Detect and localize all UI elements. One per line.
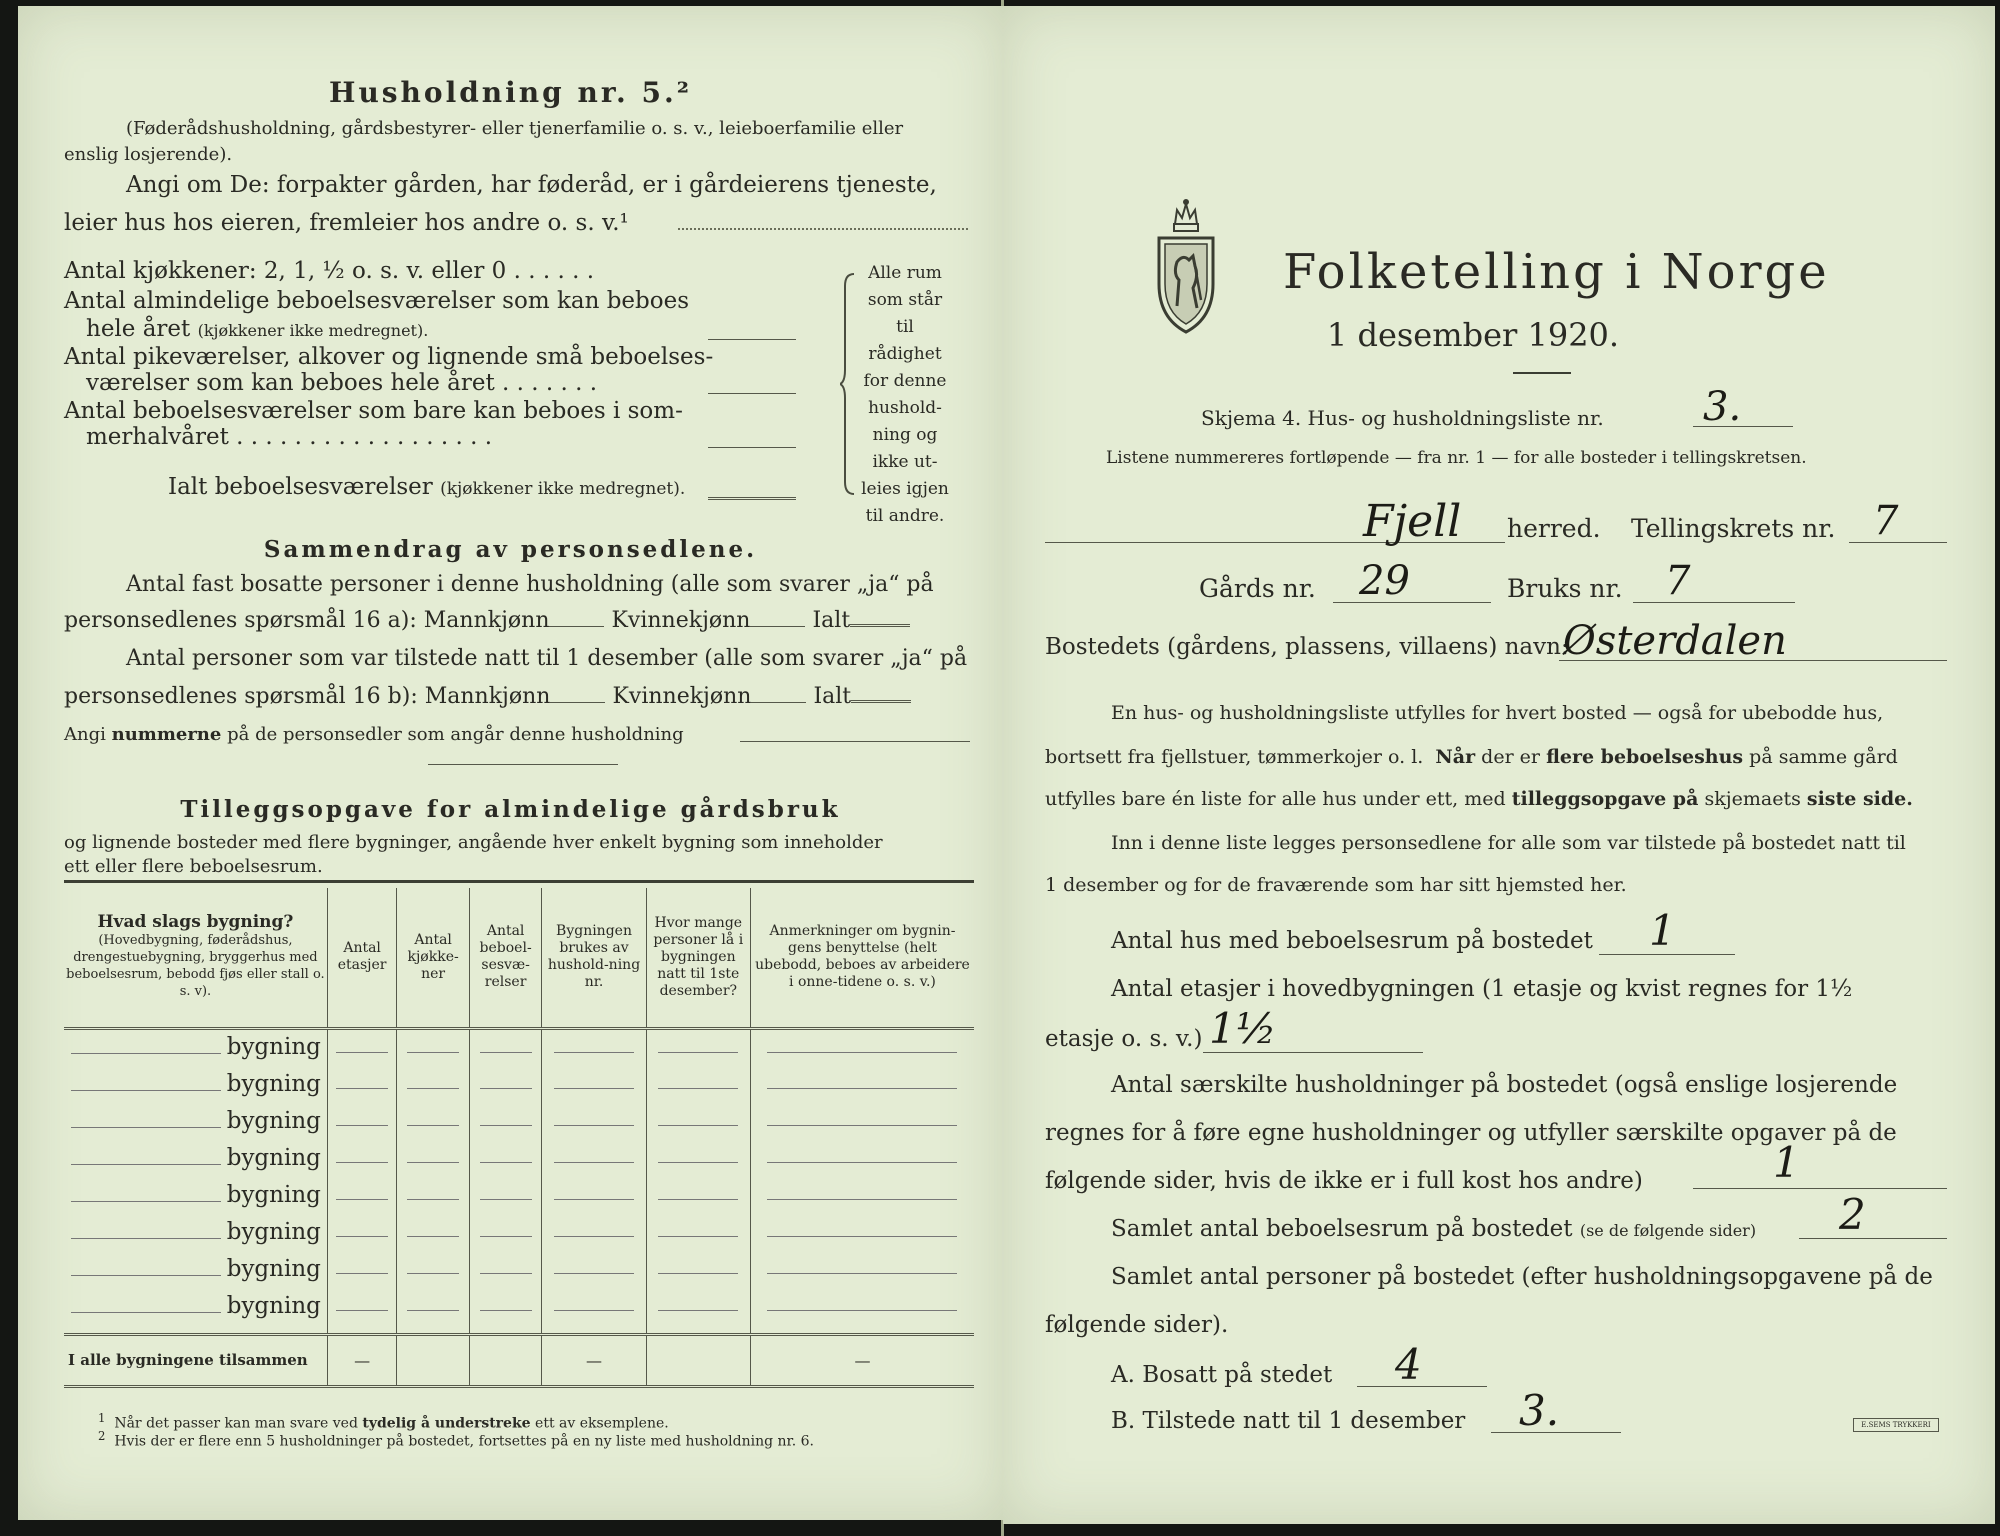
row-label: bygning [226, 1292, 321, 1319]
bruks-label: Bruks nr. [1507, 574, 1623, 603]
total-cell: — [542, 1334, 646, 1386]
herred-value: Fjell [1363, 496, 1462, 547]
row-label: bygning [226, 1144, 321, 1171]
total-cell: — [327, 1334, 397, 1386]
gards-line [1333, 602, 1491, 603]
tellingskrets-value: 7 [1873, 498, 1899, 544]
hus-label: Antal hus med beboelsesrum på bostedet [1111, 928, 1593, 954]
saerskilte-line [1693, 1188, 1947, 1189]
angi-nummerne-line [740, 741, 970, 742]
summary-p1-2: personsedlenes spørsmål 16 a): Mannkjønn Kvinnekjønn Ialt [64, 608, 910, 633]
right-page [1003, 6, 1995, 1524]
total-row [64, 1334, 974, 1386]
brace-icon [840, 272, 858, 496]
etasjer-value: 1½ [1209, 1004, 1277, 1053]
sommer-label-1: Antal beboelsesværelser som bare kan beboes i som- [64, 398, 683, 424]
bruks-value: 7 [1665, 558, 1691, 604]
building-table [64, 888, 974, 1388]
gards-value: 29 [1359, 558, 1410, 604]
table-top-rule [64, 880, 974, 883]
skjema-nr-value: 3. [1703, 384, 1742, 430]
summary-title: Sammendrag av personsedlene. [263, 536, 758, 563]
left-page [18, 6, 1003, 1520]
etasjer-line2: etasje o. s. v.) [1045, 1026, 1203, 1052]
total-label: I alle bygningene tilsammen [68, 1351, 308, 1369]
saerskilte-line3: følgende sider, hvis de ikke er i full kost hos andre) [1045, 1168, 1643, 1194]
table-row [64, 1028, 974, 1065]
table-row [64, 1102, 974, 1139]
household-intro-2: enslig losjerende). [64, 144, 233, 165]
census-date: 1 desember 1920. [1326, 316, 1620, 354]
printer-stamp: E.SEMS TRYKKERI [1853, 1418, 1939, 1432]
tellingskrets-label: Tellingskrets nr. [1631, 514, 1836, 543]
total-cell [469, 1334, 542, 1386]
summary-p2-1: Antal personer som var tilstede natt til 1 desember (alle som svarer „ja“ på [126, 646, 968, 671]
header-etasjer: Antal etasjer [327, 888, 397, 1028]
tilstede-label: B. Tilstede natt til 1 desember [1111, 1408, 1466, 1434]
kjokkener-label: Antal kjøkkener: 2, 1, ½ o. s. v. eller 0 . . . . . . [64, 258, 595, 284]
section-divider [428, 764, 618, 765]
info1-line3: utfylles bare én liste for alle hus under ett, med tilleggsopgave på skjemaets siste side. [1045, 788, 1913, 810]
total-cell [646, 1334, 750, 1386]
header-anmerkninger: Anmerkninger om bygnin-gens benyttelse (helt ubebodd, beboes av arbeidere i onne-tidene o. s. v.) [750, 888, 974, 1028]
table-row [64, 1213, 974, 1250]
saerskilte-value: 1 [1773, 1138, 1800, 1187]
angi-line-1: Angi om De: forpakter gården, har føderåd, er i gårdeierens tjeneste, [126, 172, 937, 198]
angi-fill-line [678, 228, 968, 230]
tillegg-title: Tilleggsopgave for almindelige gårdsbruk [180, 796, 841, 823]
samlet-rum-line [1799, 1238, 1947, 1239]
header-husholdning: Bygningen brukes av hushold-ning nr. [542, 888, 646, 1028]
listene-note: Listene nummereres fortløpende — fra nr. 1 — for alle bosteder i tellingskretsen. [1106, 448, 1807, 468]
saerskilte-line2: regnes for å føre egne husholdninger og utfyller særskilte opgaver på de [1045, 1120, 1897, 1146]
header-personer: Hvor mange personer lå i bygningen natt til 1ste desember? [646, 888, 750, 1028]
coat-of-arms-icon [1155, 196, 1217, 336]
samlet-pers-line1: Samlet antal personer på bostedet (efter husholdningsopgavene på de [1111, 1264, 1933, 1290]
census-title: Folketelling i Norge [1283, 244, 1830, 300]
sommer-label-2: merhalvåret . . . . . . . . . . . . . . . . . . [86, 424, 493, 450]
bruks-line [1633, 602, 1795, 603]
gards-label: Gårds nr. [1199, 574, 1316, 603]
tillegg-sub-1: og lignende bosteder med flere bygninger, angående hver enkelt bygning som inneholder [64, 832, 883, 853]
hus-value: 1 [1649, 906, 1676, 955]
title-dash [1513, 372, 1571, 374]
header-beboelse: Antal beboel-sesvæ-relser [469, 888, 542, 1028]
household-title: Husholdning nr. 5.² [328, 76, 693, 109]
pike-fill-line [708, 393, 796, 394]
household-intro-1: (Føderådshusholdning, gårdsbestyrer- eller tjenerfamilie o. s. v., leieboerfamilie eller [126, 118, 904, 139]
ialt-fill-line [708, 497, 796, 500]
tillegg-sub-2: ett eller flere beboelsesrum. [64, 856, 323, 877]
total-cell [397, 1334, 469, 1386]
alm-label-2: hele året (kjøkkener ikke medregnet). [86, 316, 429, 342]
skjema-nr-line [1693, 426, 1793, 427]
bosatt-label: A. Bosatt på stedet [1111, 1362, 1333, 1388]
row-label: bygning [226, 1255, 321, 1282]
samlet-pers-line2: følgende sider). [1045, 1312, 1229, 1338]
bosted-label: Bostedets (gårdens, plassens, villaens) navn: [1045, 634, 1569, 660]
bosted-value: Østerdalen [1563, 618, 1787, 664]
herred-label: herred. [1507, 514, 1601, 543]
info2-line2: 1 desember og for de fraværende som har sitt hjemsted her. [1045, 874, 1627, 896]
table-row [64, 1139, 974, 1176]
footnote-1: $^1$ Når det passer kan man svare ved tydelig å understreke ett av eksemplene. [98, 1411, 669, 1432]
side-note: Alle rum som står til rådighet for denne hushold- ning og ikke ut- leies igjen til andre. [861, 263, 949, 526]
info1-line1: En hus- og husholdningsliste utfylles for hvert bosted — også for ubebodde hus, [1111, 702, 1884, 724]
samlet-rum-label: Samlet antal beboelsesrum på bostedet (se de følgende sider) [1111, 1216, 1757, 1242]
footnote-2: $^2$ Hvis der er flere enn 5 husholdninger på bostedet, fortsettes på en ny liste med husholdning nr. 6. [98, 1429, 814, 1450]
row-label: bygning [226, 1218, 321, 1245]
table-row [64, 1287, 974, 1324]
alm-label-1: Antal almindelige beboelsesværelser som kan beboes [64, 288, 690, 314]
alm-fill-line [708, 339, 796, 340]
pike-label-1: Antal pikeværelser, alkover og lignende små beboelses- [64, 344, 714, 370]
summary-p1-1: Antal fast bosatte personer i denne husholdning (alle som svarer „ja“ på [126, 572, 934, 597]
pike-label-2: værelser som kan beboes hele året . . . . . . . [86, 370, 598, 396]
info2-line1: Inn i denne liste legges personsedlene for alle som var tilstede på bostedet natt til [1111, 832, 1906, 854]
saerskilte-line1: Antal særskilte husholdninger på bostedet (også enslige losjerende [1111, 1072, 1898, 1098]
row-label: bygning [226, 1034, 321, 1061]
cell [327, 1028, 397, 1065]
summary-p2-2: personsedlenes spørsmål 16 b): Mannkjønn Kvinnekjønn Ialt [64, 684, 911, 709]
angi-line-2: leier hus hos eieren, fremleier hos andre o. s. v.¹ [64, 210, 629, 236]
total-cell: — [750, 1334, 974, 1386]
angi-nummerne: Angi nummerne på de personsedler som angår denne husholdning [64, 724, 684, 745]
sommer-fill-line [708, 447, 796, 448]
bosatt-line [1357, 1386, 1487, 1387]
info1-line2: bortsett fra fjellstuer, tømmerkojer o. l. Når der er flere beboelseshus på samme gård [1045, 746, 1898, 768]
row-label: bygning [226, 1181, 321, 1208]
ialt-label: Ialt beboelsesværelser (kjøkkener ikke medregnet). [168, 474, 686, 500]
bosatt-value: 4 [1395, 1340, 1422, 1389]
header-bygning: Hvad slags bygning? (Hovedbygning, føderådshus, drengestuebygning, bryggerhus med beboelsesrum, bebodd fjøs eller stall o. s. v). [64, 888, 327, 1028]
table-row [64, 1065, 974, 1102]
samlet-rum-value: 2 [1839, 1190, 1866, 1239]
table-row [64, 1250, 974, 1287]
row-label: bygning [226, 1107, 321, 1134]
table-row [64, 1176, 974, 1213]
skjema-label: Skjema 4. Hus- og husholdningsliste nr. [1201, 406, 1604, 430]
tilstede-value: 3. [1519, 1386, 1560, 1435]
row-label: bygning [226, 1070, 321, 1097]
header-kjokkener: Antal kjøkke-ner [397, 888, 469, 1028]
etasjer-line1: Antal etasjer i hovedbygningen (1 etasje og kvist regnes for 1½ [1111, 976, 1853, 1002]
